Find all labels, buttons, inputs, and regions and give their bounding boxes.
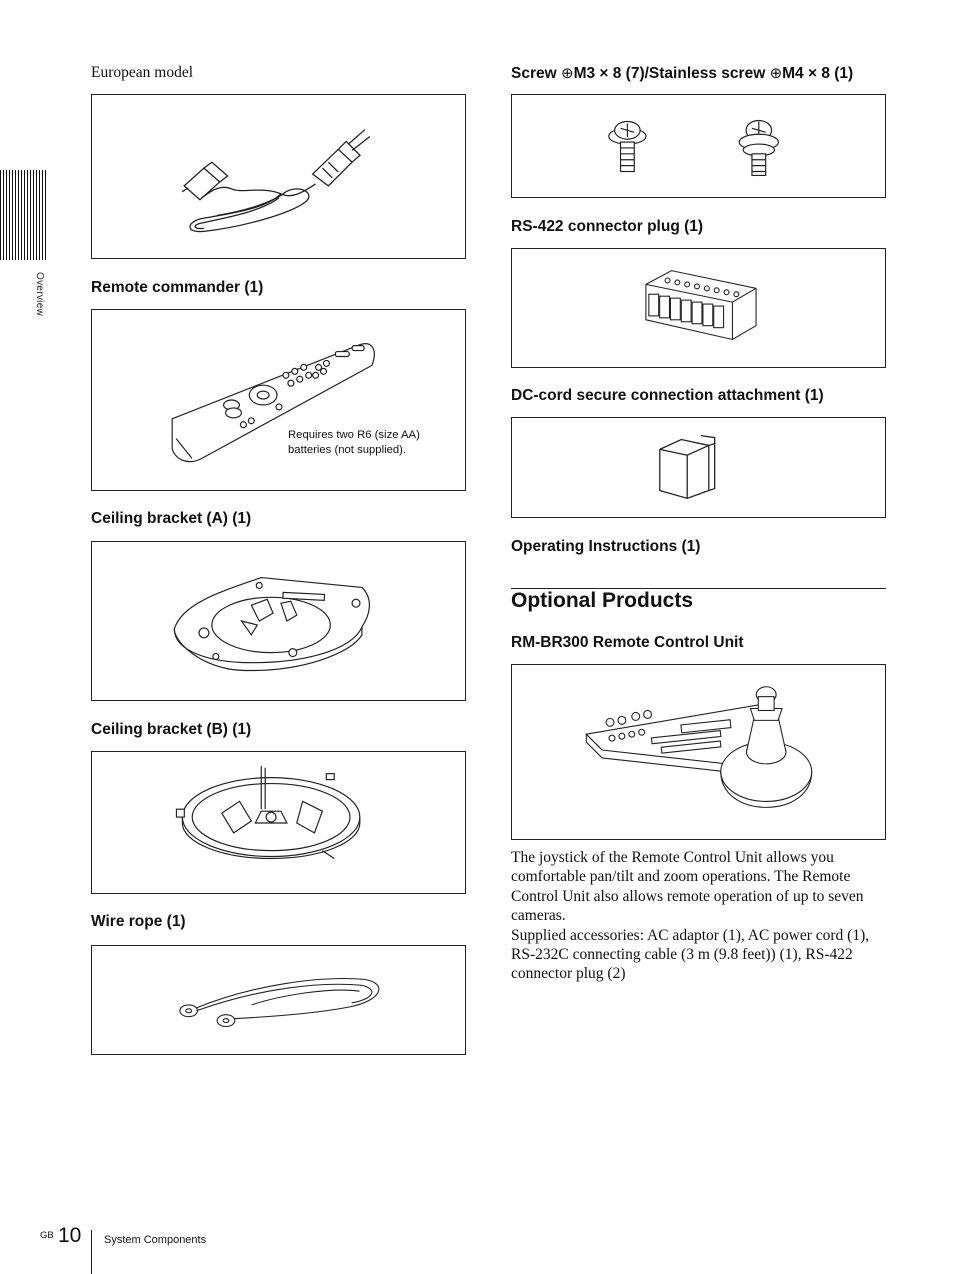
screw-heading-part1: Screw (511, 65, 561, 82)
rs422-heading: RS-422 connector plug (1) (511, 218, 704, 235)
rm-br300-description (511, 848, 887, 984)
power-cord-illustration (91, 94, 466, 259)
section-tab-marker (0, 170, 47, 260)
footer-section-title: System Components (104, 1234, 207, 1246)
wire-rope-heading: Wire rope (1) (91, 913, 186, 930)
ceiling-bracket-a-heading: Ceiling bracket (A) (1) (91, 510, 252, 527)
remote-control-icon (92, 310, 465, 490)
screw-heading (511, 64, 853, 83)
screw-heading-part2: M3 × 8 (7)/Stainless screw (573, 65, 770, 82)
operating-instructions-heading: Operating Instructions (1) (511, 538, 701, 555)
ceiling-bracket-a-illustration (91, 541, 466, 701)
section-tab-label: Overview (34, 272, 45, 317)
joystick-controller-icon (512, 665, 885, 839)
description-paragraph: The joystick of the Remote Control Unit allows you comfortable pan/tilt and zoom operations. The Remote Control Unit also allows remote operation of up to seven cameras. (511, 849, 864, 925)
ceiling-bracket-b-icon (92, 752, 465, 893)
wire-rope-icon (92, 946, 465, 1054)
screw-heading-part3: M4 × 8 (1) (782, 65, 854, 82)
ceiling-bracket-a-icon (92, 542, 465, 700)
screws-icon (512, 95, 885, 197)
dc-cord-attachment-illustration (511, 417, 886, 518)
phillips-symbol-icon: ⊕ (560, 65, 574, 82)
european-model-label: European model (91, 64, 194, 81)
page-number: 10 (58, 1224, 82, 1247)
remote-note-line1: Requires two R6 (size AA) (288, 429, 420, 441)
wire-rope-illustration (91, 945, 466, 1055)
screws-illustration (511, 94, 886, 198)
rm-br300-heading: RM-BR300 Remote Control Unit (511, 634, 744, 651)
dc-cord-heading: DC-cord secure connection attachment (1) (511, 387, 824, 404)
remote-commander-heading: Remote commander (1) (91, 279, 264, 296)
attachment-clip-icon (512, 418, 885, 517)
remote-note-line2: batteries (not supplied). (288, 444, 407, 456)
optional-products-title: Optional Products (511, 589, 694, 612)
connector-plug-icon (512, 249, 885, 367)
supplied-accessories-paragraph: Supplied accessories: AC adaptor (1), AC power cord (1), RS-232C connecting cable (3 m (9.8 feet)) (1), RS-422 connector plug (2) (511, 926, 870, 983)
phillips-symbol-icon: ⊕ (769, 65, 783, 82)
ceiling-bracket-b-heading: Ceiling bracket (B) (1) (91, 721, 252, 738)
remote-commander-illustration (91, 309, 466, 491)
rm-br300-illustration (511, 664, 886, 840)
footer-divider (91, 1230, 92, 1274)
ceiling-bracket-b-illustration (91, 751, 466, 894)
power-cord-icon (92, 95, 465, 258)
region-code: GB (40, 1230, 54, 1241)
rs422-plug-illustration (511, 248, 886, 368)
